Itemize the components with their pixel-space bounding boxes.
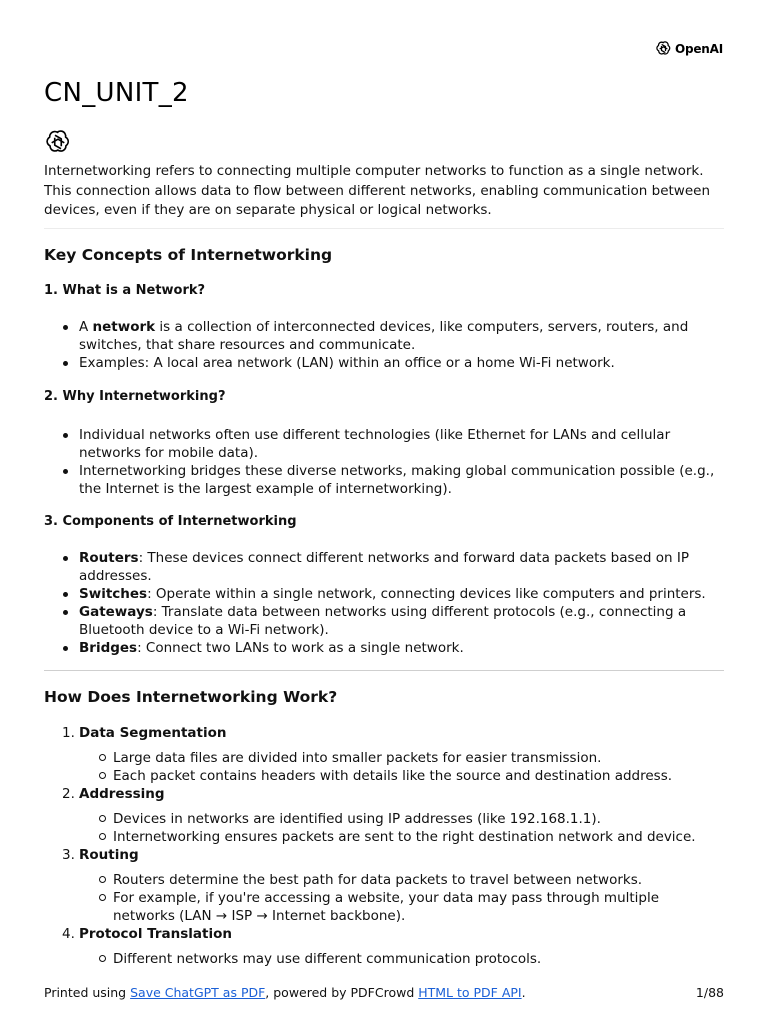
footer-suffix: . (521, 985, 526, 1000)
step-item (44, 724, 724, 785)
list-item: Individual networks often use different technologies (like Ethernet for LANs and cellular networks for mobile data). (44, 426, 724, 462)
section-heading-how-it-works: How Does Internetworking Work? (44, 688, 338, 706)
step-points (79, 950, 724, 968)
page-footer (44, 985, 724, 1000)
footer-middle: , powered by PDFCrowd (265, 985, 419, 1000)
step-title: Addressing (79, 786, 165, 802)
list-item: Examples: A local area network (LAN) within an office or a home Wi-Fi network. (44, 354, 724, 372)
list-item: Internetworking ensures packets are sent to the right destination network and device. (79, 828, 724, 846)
subheading-what-is-network: 1. What is a Network? (44, 283, 206, 298)
intro-paragraph: Internetworking refers to connecting multiple computer networks to function as a single network. This connection allows data to flow between different networks, enabling communication between devices, even if they are on separate physical or logical networks. (44, 163, 711, 219)
html-to-pdf-api-link[interactable]: HTML to PDF API (418, 985, 522, 1000)
divider (44, 228, 724, 229)
brand-name: OpenAI (674, 41, 723, 56)
list-item: Bridges: Connect two LANs to work as a single network. (44, 639, 724, 657)
step-number: 2. (62, 786, 75, 802)
list-item: Gateways: Translate data between networks using different protocols (e.g., connecting a Bluetooth device to a Wi-Fi network). (44, 603, 724, 639)
step-number: 1. (62, 725, 75, 741)
step-number: 4. (62, 926, 75, 942)
save-chatgpt-link[interactable]: Save ChatGPT as PDF (130, 985, 266, 1000)
chatgpt-logo-icon (44, 128, 72, 156)
subheading-why-internetworking: 2. Why Internetworking? (44, 389, 226, 404)
list-what-is-network (44, 318, 724, 372)
divider (44, 670, 724, 671)
steps-list (44, 724, 724, 968)
list-item: Internetworking bridges these diverse networks, making global communication possible (e.g., the Internet is the largest example of internetworking). (44, 462, 724, 498)
list-item: Switches: Operate within a single network, connecting devices like computers and printers. (44, 585, 724, 603)
step-title: Routing (79, 847, 139, 863)
openai-logo-icon (655, 40, 672, 57)
step-title: Protocol Translation (79, 926, 233, 942)
list-item: Different networks may use different communication protocols. (79, 950, 724, 968)
subheading-components: 3. Components of Internetworking (44, 514, 297, 529)
step-item (44, 846, 724, 925)
document-title: CN_UNIT_2 (44, 78, 189, 108)
step-title: Data Segmentation (79, 725, 227, 741)
list-item: A network is a collection of interconnected devices, like computers, servers, routers, and switches, that share resources and communicate. (44, 318, 724, 354)
list-item: Routers: These devices connect different networks and forward data packets based on IP addresses. (44, 549, 724, 585)
step-item (44, 785, 724, 846)
list-components (44, 549, 724, 657)
list-item: Devices in networks are identified using IP addresses (like 192.168.1.1). (79, 810, 724, 828)
step-item (44, 925, 724, 968)
list-why-internetworking (44, 426, 724, 498)
step-points (79, 871, 724, 925)
page-number: 1/88 (695, 985, 724, 1000)
list-item: Routers determine the best path for data packets to travel between networks. (79, 871, 724, 889)
step-points (79, 749, 724, 785)
list-item: For example, if you're accessing a website, your data may pass through multiple networks (LAN → ISP → Internet backbone). (79, 889, 724, 925)
list-item: Large data files are divided into smaller packets for easier transmission. (79, 749, 724, 767)
section-heading-key-concepts: Key Concepts of Internetworking (44, 246, 333, 264)
brand-header (655, 40, 723, 57)
step-points (79, 810, 724, 846)
footer-prefix: Printed using (44, 985, 131, 1000)
step-number: 3. (62, 847, 75, 863)
list-item: Each packet contains headers with details like the source and destination address. (79, 767, 724, 785)
